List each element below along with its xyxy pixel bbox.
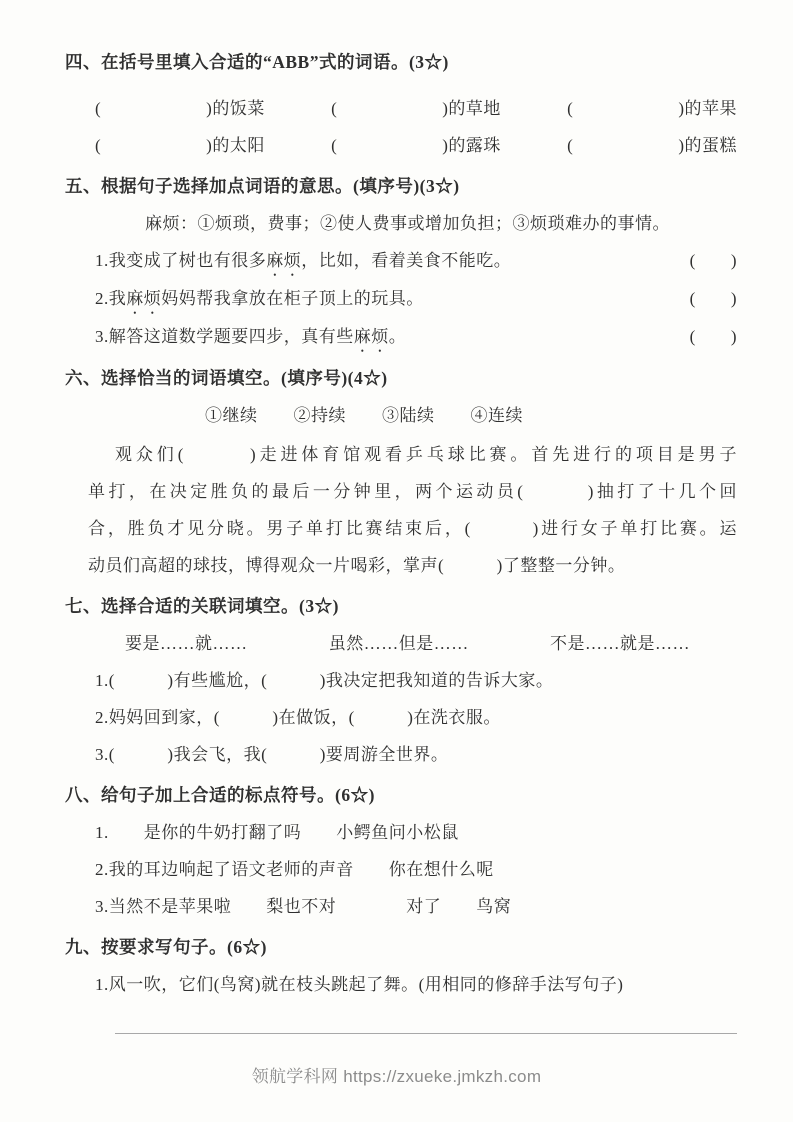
section-7 (65, 588, 737, 773)
question-item (65, 280, 737, 318)
section-8-title: 八、给句子加上合适的标点符号。(6☆) (65, 785, 375, 805)
abb-blank-cell: ( )的饭菜 (95, 99, 265, 118)
connective-options (65, 625, 737, 662)
word-definition: 麻烦：①烦琐，费事；②使人费事或增加负担；③烦琐难办的事情。 (145, 214, 670, 233)
section-5 (65, 168, 737, 356)
question-item (65, 318, 737, 356)
question-sentence (95, 318, 406, 356)
answer-blank: ( ) (689, 327, 737, 346)
abb-blank-cell: ( )的苹果 (567, 99, 737, 118)
section-8 (65, 777, 737, 925)
question-item: 3.当然不是苹果啦 梨也不对 对了 鸟窝 (95, 897, 512, 916)
question-item: 1.风一吹，它们(鸟窝)就在枝头跳起了舞。(用相同的修辞手法写句子) (95, 975, 624, 994)
question-item: 1.( )有些尴尬，( )我决定把我知道的告诉大家。 (95, 671, 554, 690)
emphasized-word: 麻烦 (353, 327, 389, 346)
paragraph-line: 动员们高超的球技，博得观众一片喝彩，掌声( )了整整一分钟。 (88, 556, 626, 575)
footer-watermark (0, 1062, 793, 1087)
word-option: ①继续 (205, 406, 258, 425)
emphasized-word: 麻烦 (126, 289, 162, 308)
answer-blank: ( ) (689, 251, 737, 270)
question-sentence (95, 242, 511, 280)
sentence-text: 。 (388, 327, 407, 346)
section-9-title: 九、按要求写句子。(6☆) (65, 937, 267, 957)
paragraph-line: 合，胜负才见分晓。男子单打比赛结束后，( )进行女子单打比赛。运 (88, 519, 737, 538)
question-item: 2.我的耳边响起了语文老师的声音 你在想什么呢 (95, 860, 494, 879)
question-item: 1. 是你的牛奶打翻了吗 小鳄鱼问小松鼠 (95, 823, 459, 842)
footer-url: https://zxueke.jmkzh.com (343, 1067, 542, 1086)
sentence-text: ，比如，看着美食不能吃。 (301, 251, 512, 270)
sentence-text: 妈妈帮我拿放在柜子顶上的玩具。 (161, 289, 424, 308)
abb-blank-row (65, 127, 737, 164)
section-4-blanks (65, 90, 737, 164)
question-sentence (95, 280, 424, 318)
word-option: ④连续 (470, 406, 523, 425)
abb-blank-cell: ( )的太阳 (95, 136, 265, 155)
abb-blank-cell: ( )的草地 (331, 99, 501, 118)
abb-blank-cell: ( )的蛋糕 (567, 136, 737, 155)
section-5-title: 五、根据句子选择加点词语的意思。(填序号)(3☆) (65, 176, 460, 196)
abb-blank-cell: ( )的露珠 (331, 136, 501, 155)
paragraph-line: 单打，在决定胜负的最后一分钟里，两个运动员( )抽打了十几个回 (88, 482, 737, 501)
word-option: ③陆续 (382, 406, 435, 425)
answer-blank: ( ) (689, 289, 737, 308)
section-4 (65, 44, 737, 164)
question-item: 2.妈妈回到家，( )在做饭，( )在洗衣服。 (95, 708, 501, 727)
footer-divider (115, 1033, 737, 1034)
section-4-title: 四、在括号里填入合适的“ABB”式的词语。(3☆) (65, 52, 449, 72)
emphasized-word: 麻烦 (266, 251, 302, 270)
abb-blank-row (65, 90, 737, 127)
word-option: ②持续 (293, 406, 346, 425)
section-6-title: 六、选择恰当的词语填空。(填序号)(4☆) (65, 368, 388, 388)
sentence-text: 1.我变成了树也有很多 (95, 251, 267, 270)
question-item (65, 242, 737, 280)
fill-blank-paragraph (65, 436, 737, 584)
connective-option: 虽然……但是…… (328, 634, 469, 653)
paragraph-line: 观众们( )走进体育馆观看乒乓球比赛。首先进行的项目是男子 (115, 445, 737, 464)
section-6 (65, 360, 737, 584)
section-9 (65, 929, 737, 1003)
footer-site-name: 领航学科网 (251, 1067, 339, 1086)
section-7-title: 七、选择合适的关联词填空。(3☆) (65, 596, 339, 616)
connective-option: 要是……就…… (125, 634, 248, 653)
word-options (65, 397, 737, 434)
sentence-text: 2.我 (95, 289, 127, 308)
connective-option: 不是……就是…… (550, 634, 690, 653)
question-item: 3.( )我会飞，我( )要周游全世界。 (95, 745, 449, 764)
sentence-text: 3.解答这道数学题要四步，真有些 (95, 327, 354, 346)
